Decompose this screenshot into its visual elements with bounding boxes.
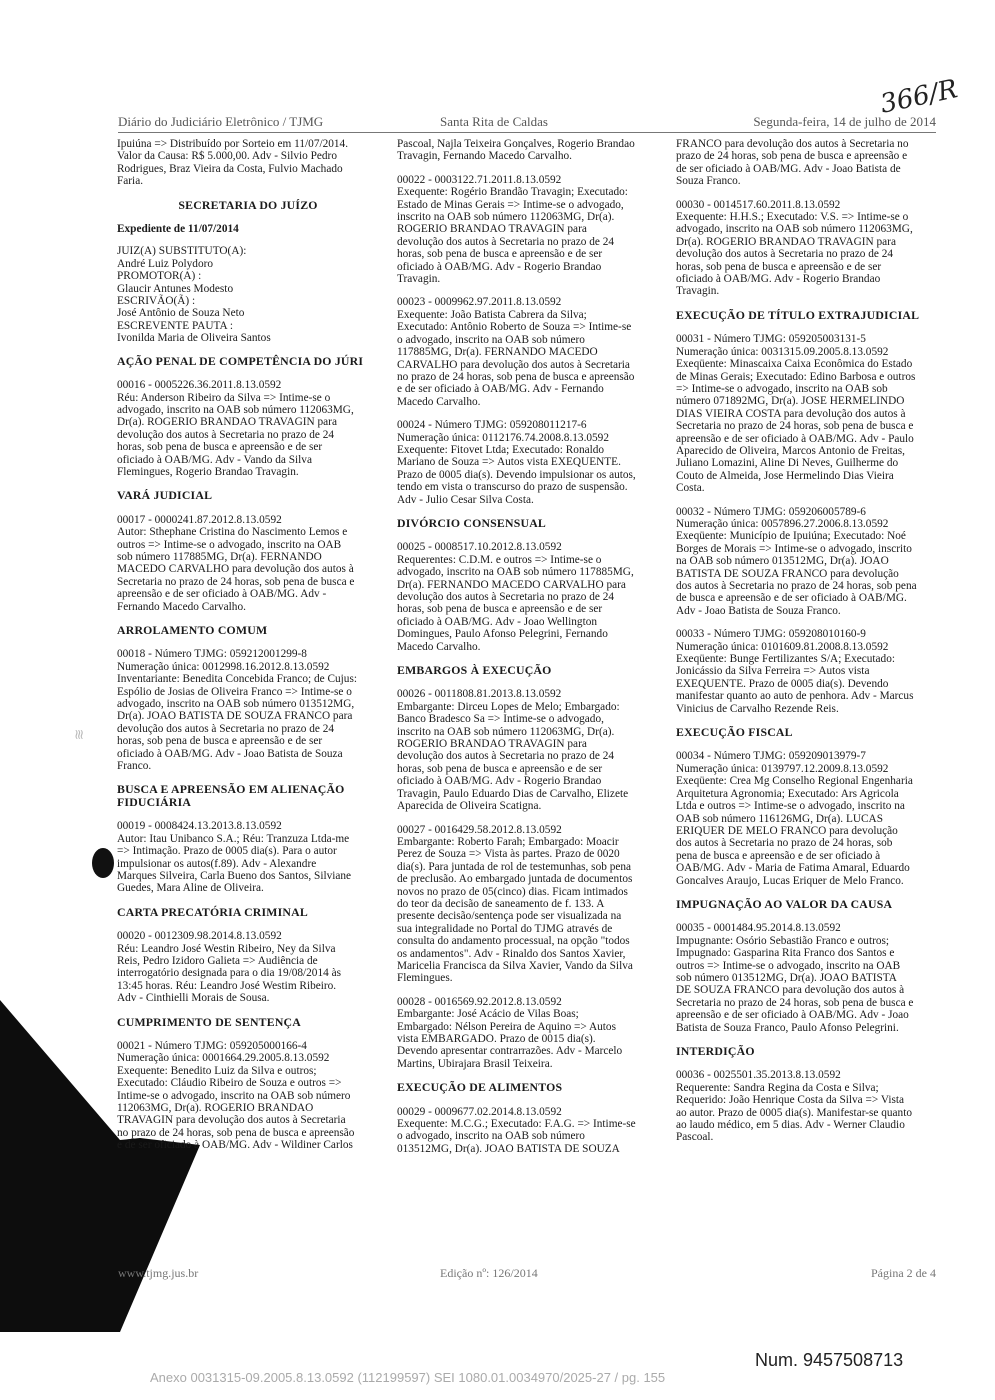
text-line: ERIQUER DE MELO FRANCO para devolução [676,824,898,837]
text-line: sob número 013512MG, Dr(a). JOAO BATISTA [676,971,897,984]
text-line: os andamentos". Adv - Rinaldo dos Santos Xavier, [397,947,626,960]
text-line: Requerentes: C.D.M. e outros => Intime-se o [397,553,602,566]
text-line: interrogatório designada para o dia 19/08/2014 às [117,967,341,980]
text-line: Vinicius de Carvalho Rezende Reis. [676,702,839,715]
text-line: Réu: Leandro José Westin Ribeiro, Ney da Silva [117,942,336,955]
case-entry [676,1069,938,1143]
handwritten-page-number: 366/R [877,74,961,120]
text-line: Goncalves Araujo, Lucas Eriquer de Melo Franco. [676,874,904,887]
text-line: Numeração única: 0101609.81.2008.8.13.0592 [676,640,889,653]
text-line: apreensão e de ser oficiado à OAB/MG. Adv - Joao [676,1009,909,1022]
text-line: do teor da decisão de saneamento de f. 133. A [397,897,605,910]
text-line: oficiado à OAB/MG. Adv - Rogerio Brandao [397,260,602,273]
text-line: advogado, inscrito na OAB sob número 117885MG, [397,566,634,579]
text-line: FRANCO para devolução dos autos à Secretaria no [676,138,909,150]
section-title: ARROLAMENTO COMUM [117,623,268,637]
text-line: 00024 - Número TJMG: 059208011217-6 [397,419,587,432]
ink-blot [92,848,114,878]
page-header [118,114,936,133]
text-line: Embargante: José Acácio de Vilas Boas; [397,1008,579,1021]
text-line: 00035 - 0001484.95.2014.8.13.0592 [676,922,841,935]
text-line: horas, sob pena de busca e apreensão e de ser [397,248,603,261]
text-line: Numeração única: 0112176.74.2008.8.13.0592 [397,431,609,444]
text-line: Costa. [676,482,705,495]
text-line: devolução dos autos à Secretaria no prazo de 24 [117,428,335,441]
page-footer [118,1266,936,1282]
document-number: Num. 9457508713 [755,1350,904,1370]
case-entry [676,199,938,298]
text-line: de ser oficiado à OAB/MG. Adv - Joao Batista de [676,162,901,175]
text-line: Executado: Cláudio Ribeiro de Souza e outros => [117,1077,342,1090]
text-line: 00031 - Número TJMG: 059205003131-5 [676,333,866,346]
text-line: André Luiz Polydoro [117,257,214,270]
footer-website: www.tjmg.jus.br [118,1266,199,1280]
text-line: Pascoal. [676,1131,714,1144]
text-line: 00021 - Número TJMG: 059205000166-4 [117,1039,307,1052]
text-line: devolução dos autos à Secretaria no prazo de 24 [117,722,335,735]
case-entry [117,930,379,1004]
text-line: Embargante: Dirceu Lopes de Melo; Embargado: [397,700,620,713]
text-line: Requerido: João Henrique Costa da Silva => Vista [676,1094,905,1107]
text-line: Franco. [117,760,152,773]
text-line: horas, sob pena de busca e apreensão e de ser [117,441,323,454]
text-line: Travagin, Paulo Eduardo Dias de Carvalho, Elizete [397,787,629,800]
text-line: tendo em vista o transcurso do prazo de suspensão. [397,481,628,494]
case-entry [397,541,659,653]
text-line: devolução dos autos à Secretaria no prazo de 24 [397,235,615,248]
text-line: outros => Intime-se o advogado, inscrito na OAB [117,538,342,551]
text-line: Embargante: Roberto Farah; Embargado: Moacir [397,835,619,848]
text-line: Adv - Cinthielli Morais de Sousa. [117,992,270,1005]
text-line: Impugnante: Osório Sebastião Franco e outros; [676,934,890,947]
publication-date: Segunda-feira, 14 de julho de 2014 [753,114,936,129]
text-line: ESCRIVÃO(Ã) : [117,295,196,308]
text-line: dos autos à Secretaria no prazo de 24 horas, sob pena [676,580,917,592]
text-line: Juliano Lomazini, Aline Di Neves, Guilherme do [676,457,899,470]
text-line: advogado, inscrito na OAB sob número 112063MG, [117,403,354,416]
text-line: inscrito na OAB sob número 112063MG, Dr(a). [397,725,615,738]
text-line: Secretaria no prazo de 24 horas, sob pena de busca e [676,996,914,1009]
text-line: Arquitetura Agronomia; Executado: Ars Agricola [676,787,899,800]
text-line: TRAVAGIN para devolução dos autos à Secretaria [117,1114,346,1127]
text-line: na OAB sob número 013512MG, Dr(a). JOAO [676,555,889,568]
column-3 [676,138,938,1155]
text-line: 00028 - 0016569.92.2012.8.13.0592 [397,995,562,1008]
text-line: DIAS VIEIRA COSTA para devolução dos autos à [676,407,906,420]
text-line: Marques Silveira, Carla Bueno dos Santos, Silviane [117,869,352,882]
text-line: Exequente: Rogério Brandão Travagin; Executado: [397,186,628,199]
text-line: Numeração única: 0012998.16.2012.8.13.0592 [117,660,330,673]
case-entry [117,379,379,478]
text-line: Exeqüente: Município de Ipuiúna; Executado: Noé [676,530,906,543]
section-title: VARÁ JUDICIAL [117,488,213,503]
text-line: 00025 - 0008517.10.2012.8.13.0592 [397,541,562,554]
text-line: 00022 - 0003122.71.2011.8.13.0592 [397,173,562,186]
text-line: Travagin. [676,285,720,298]
text-line: dia(s). Para juntada de rol de testemunhas, sob pena [397,860,632,873]
text-line: Valor da Causa: R$ 5.000,00. Adv - Silvio Pedro [117,150,337,163]
text-line: 00018 - Número TJMG: 059212001299-8 [117,648,307,661]
text-line: Inventariante: Benedita Concebida Franco; de Cujus: [117,673,357,686]
case-entry [676,333,938,494]
text-line: Dr(a). JOAO BATISTA DE SOUZA FRANCO para [117,710,353,723]
expediente-date: Expediente de 11/07/2014 [117,223,239,236]
text-line: o advogado, inscrito na OAB sob número [397,333,585,346]
text-line: de Minas Gerais; Executado: Edino Barbosa e outros [676,370,916,383]
case-entry [397,419,659,506]
case-entry [676,750,938,886]
case-entry [397,296,659,408]
text-line: Perez de Souza => Vista às partes. Prazo de 0020 [397,848,620,861]
text-line: Exequente: João Batista Cabrera da Silva; [397,308,587,321]
text-line: Espólio de Josias de Oliveira Franco => Intime-se o [117,685,352,698]
case-entry [397,824,659,985]
text-line: Intime-se o advogado, inscrito na OAB sob número [117,1089,351,1102]
text-line: 00034 - Número TJMG: 059209013979-7 [676,750,866,763]
text-line: Numeração única: 0031315.09.2005.8.13.0592 [676,345,889,358]
text-line: 00017 - 0000241.87.2012.8.13.0592 [117,513,282,526]
annex-reference: Anexo 0031315-09.2005.8.13.0592 (112199597) SEI 1080.01.0034970/2025-27 / pg. 155 [150,1370,666,1385]
staff-list [117,245,379,344]
text-line: ESCREVENTE PAUTA : [117,319,234,332]
text-line: Fernando Macedo Carvalho. [117,600,246,613]
case-entry [676,628,938,715]
text-line: 00029 - 0009677.02.2014.8.13.0592 [397,1105,562,1118]
case-entry [117,820,379,894]
secretaria-title: SECRETARIA DO JUÍZO [178,197,318,212]
text-line: Banco Bradesco Sa => Intime-se o advogado, [397,713,604,726]
case-entry [397,996,659,1070]
section-title: CUMPRIMENTO DE SENTENÇA [117,1014,301,1029]
intro-entry [117,138,379,188]
section-title: EMBARGOS À EXECUÇÃO [397,663,552,678]
text-line: Dr(a). ROGERIO BRANDAO TRAVAGIN para [676,235,896,248]
text-line: prazo de 24 horas, sob pena de busca e apreensão e [676,150,908,163]
text-line: Autor: Sthephane Cristina do Nascimento Lemos e [117,526,348,539]
text-line: Prazo de 0005 dia(s). Devendo impulsionar os autos, [397,468,636,481]
text-line: devolução dos autos à Secretaria no prazo de 24 [676,248,894,261]
text-line: Impugnado: Gasparina Rita Franco dos Santos e [676,947,895,960]
text-line: 117885MG, Dr(a). FERNANDO MACEDO [397,346,598,359]
text-line: horas, sob pena de busca e apreensão e de ser [117,735,323,748]
text-line: 00020 - 0012309.98.2014.8.13.0592 [117,930,282,943]
text-line: Ivonilda Maria de Oliveira Santos [117,332,271,345]
text-line: Numeração única: 0139797.12.2009.8.13.0592 [676,762,889,775]
text-line: pena de busca e apreensão e de ser oficiado à [676,849,881,862]
section-title: BUSCA E APREENSÃO EM ALIENAÇÃO FIDUCIÁRIA [117,782,345,809]
text-line: Exequente: Benedito Luiz da Silva e outros; [117,1064,317,1077]
text-line: consulta do andamento processual, na opção "todos [397,935,630,948]
text-line: => Intimação. Prazo de 0005 dia(s). Para o autor [117,845,337,858]
text-line: horas, sob pena de busca e apreensão e de ser [397,762,603,775]
text-line: no prazo de 24 horas, sob pena de busca e apreensão [397,370,635,383]
text-line: Jonicássio da Silva Ferreira => Autos vista [676,665,870,678]
text-line: novos no prazo de 05(cinco) dias. Ficam intimados [397,885,628,898]
text-line: Exequente: H.H.S.; Executado: V.S. => Intime-se o [676,211,909,224]
text-line: Exeqüente: Minascaixa Caixa Econômica do Estado [676,358,913,371]
text-line: Autor: Itau Unibanco S.A.; Réu: Tranzuza Ltda-me [117,832,350,845]
text-line: vista EMBARGADO. Prazo de 0015 dia(s). [397,1033,596,1045]
text-line: impulsionar os autos(f.89). Adv - Alexandre [117,857,317,870]
text-line: apreensão e de ser oficiado à OAB/MG. Adv - [117,588,327,601]
text-line: Travagin, Fernando Macedo Carvalho. [397,150,572,163]
text-line: advogado, inscrito na OAB sob número 112063MG, [676,223,913,236]
text-line: Souza Franco. [676,175,741,188]
section-title: EXECUÇÃO DE ALIMENTOS [397,1080,563,1095]
text-line: ao laudo médico, em 5 dias. Adv - Werner Claudio [676,1119,905,1132]
text-line: OAB/MG. Adv - Maria de Fatima Amaral, Eduardo [676,862,910,875]
case-entry-continued [397,138,659,163]
text-line: CARVALHO para devolução dos autos à Secretaria [397,358,630,371]
text-line: Dr(a). ROGERIO BRANDAO TRAVAGIN para [117,416,337,429]
section-title: EXECUÇÃO FISCAL [676,725,793,740]
court-location: Santa Rita de Caldas [440,114,548,129]
text-line: Executado: Antônio Roberto de Souza => Intime-se [397,321,632,334]
text-line: Couto de Almeida, Jose Hermelindo Dias Vieira [676,469,894,482]
text-line: Exeqüente: Crea Mg Conselho Regional Engenharia [676,775,913,788]
text-line: Mariano de Souza => Autos vista EXEQUENTE. [397,456,621,469]
text-line: Flemingues. [397,972,453,985]
section-title: DIVÓRCIO CONSENSUAL [397,515,546,530]
text-line: o advogado, inscrito na OAB sob número [397,1130,585,1143]
text-line: Rodrigues, Braz Vieira da Costa, Fulvio Machado [117,162,343,175]
case-entry [397,174,659,286]
case-entry [117,1040,379,1152]
text-line: 112063MG, Dr(a). ROGERIO BRANDAO [117,1102,314,1114]
text-line: de preclusão. Ao embargado juntada de documentos [397,873,633,886]
text-line: Aparecida de Oliveira Scatigna. [397,800,542,813]
footer-edition: Edição nº: 126/2014 [440,1266,538,1280]
text-line: 00027 - 0016429.58.2012.8.13.0592 [397,823,562,836]
text-line: Martins, Ubirajara Brasil Teixeira. [397,1057,553,1070]
text-line: e de ser oficiado à OAB/MG. Adv - Wildiner Carlos [117,1139,353,1152]
text-line: Adv - Julio Cesar Silva Costa. [397,493,534,506]
text-line: Glaucir Antunes Modesto [117,282,234,295]
text-line: oficiado à OAB/MG. Adv - Rogerio Brandao [397,775,602,788]
text-line: Pascoal, Najla Teixeira Gonçalves, Rogerio Brandao [397,138,635,150]
text-line: Secretaria no prazo de 24 horas, sob pena de busca e [676,420,914,433]
text-line: horas, sob pena de busca e apreensão e de ser [676,260,882,273]
text-line: Guedes, Mara Aline de Oliveira. [117,882,264,895]
text-line: Adv - Joao Batista de Souza Franco. [676,604,841,617]
text-line: 00030 - 0014517.60.2011.8.13.0592 [676,198,841,211]
text-line: Exeqüente: Bunge Fertilizantes S/A; Executado: [676,653,895,666]
text-line: Secretaria no prazo de 24 horas, sob pena de busca e [117,575,355,588]
text-line: devolução dos autos à Secretaria no prazo de 24 [397,591,615,603]
text-line: 13:45 horas. Réu: Leandro José Westim Ribeiro. [117,979,337,992]
column-2 [397,138,659,1166]
text-line: 00033 - Número TJMG: 059208010160-9 [676,628,866,641]
text-line: presente decisão/sentença pode ser visualizada na [397,910,622,923]
footer-page-number: Página 2 de 4 [871,1266,936,1280]
case-entry [676,922,938,1034]
text-line: Réu: Anderson Ribeiro da Silva => Intime-se o [117,391,331,404]
text-line: Numeração única: 0057896.27.2006.8.13.0592 [676,517,889,530]
text-line: OAB sob número 116126MG, Dr(a). LUCAS [676,812,883,825]
text-line: de busca e apreensão e de ser oficiado à OAB/MG. [676,592,907,605]
case-entry [397,688,659,812]
text-line: advogado, inscrito na OAB sob número 013512MG, [117,698,355,711]
text-line: JUIZ(A) SUBSTITUTO(A): [117,245,247,258]
text-line: Requerente: Sandra Regina da Costa e Silva; [676,1081,879,1094]
text-line: Flemingues, Rogerio Brandao Travagin. [117,465,299,478]
text-line: Exequente: M.C.G.; Executado: F.A.G. => Intime-se [397,1118,636,1131]
text-line: outros => Intime-se o advogado, inscrito na OAB [676,959,901,972]
text-line: PROMOTOR(A) : [117,270,202,283]
text-line: Reis, Pedro Izidoro Galieta => Audiência de [117,954,318,967]
section-title: EXECUÇÃO DE TÍTULO EXTRAJUDICIAL [676,307,920,322]
section-title: INTERDIÇÃO [676,1044,755,1058]
journal-title: Diário do Judiciário Eletrônico / TJMG [118,114,324,129]
text-line: Travagin. [397,273,441,286]
section-title: IMPUGNAÇÃO AO VALOR DA CAUSA [676,896,893,911]
case-entry [117,514,379,613]
text-line: ao autor. Prazo de 0005 dia(s). Manifestar-se quanto [676,1106,912,1119]
text-line: ROGERIO BRANDAO TRAVAGIN para [397,738,587,751]
text-line: oficiado à OAB/MG. Adv - Joao Batista de Souza [117,747,343,760]
text-line: horas, sob pena de busca e apreensão e de ser [397,603,603,616]
text-line: Macedo Carvalho. [397,640,481,653]
text-line: Ltda e outros => Intime-se o advogado, inscrito na [676,800,905,813]
text-line: 013512MG, Dr(a). JOAO BATISTA DE SOUZA [397,1142,620,1155]
text-line: José Antônio de Souza Neto [117,307,245,320]
text-line: e de ser oficiado à OAB/MG. Adv - Fernando [397,383,604,396]
column-1 [117,138,379,1163]
text-line: 00016 - 0005226.36.2011.8.13.0592 [117,379,282,392]
text-line: Batista de Souza Franco, Paulo Afonso Pelegrini. [676,1021,899,1034]
text-line: número 071892MG, Dr(a). JOSE HERMELINDO [676,395,905,408]
text-line: 00026 - 0011808.81.2013.8.13.0592 [397,688,562,701]
text-line: apreensão e de ser oficiado à OAB/MG. Adv - Paulo [676,432,914,445]
section-title: CARTA PRECATÓRIA CRIMINAL [117,904,308,919]
text-line: Domingues, Paulo Afonso Pelegrini, Fernando [397,628,608,641]
text-line: oficiado à OAB/MG. Adv - Joao Wellington [397,615,598,628]
text-line: MACEDO CARVALHO para devolução dos autos à [117,563,354,576]
text-line: Dr(a). FERNANDO MACEDO CARVALHO para [397,578,626,591]
case-entry [397,1106,659,1156]
margin-mark: ≋ [70,728,86,741]
text-line: oficiado à OAB/MG. Adv - Vando da Silva [117,453,312,466]
text-line: BATISTA DE SOUZA FRANCO para devolução [676,567,899,580]
text-line: 00023 - 0009962.97.2011.8.13.0592 [397,296,562,309]
text-line: oficiado à OAB/MG. Adv - Rogerio Brandao [676,273,881,286]
text-line: Faria. [117,175,144,188]
text-line: => Intime-se o advogado, inscrito na OAB sob [676,382,888,395]
text-line: no prazo de 24 horas, sob pena de busca e apreensão [117,1126,355,1139]
case-entry [117,648,379,772]
text-line: DE SOUZA FRANCO para devolução dos autos à [676,984,905,997]
text-line: Exequente: Fitovet Ltda; Executado: Ronaldo [397,443,605,456]
text-line: ROGERIO BRANDAO TRAVAGIN para [397,223,587,236]
text-line: manifestar quanto ao auto de penhora. Adv - Marcus [676,690,914,703]
text-line: Borges de Morais => Intime-se o advogado, inscrito [676,542,912,555]
text-line: Numeração única: 0001664.29.2005.8.13.0592 [117,1052,330,1065]
case-entry-continued [676,138,938,188]
text-line: dos autos à Secretaria no prazo de 24 horas, sob [676,837,893,850]
text-line: Estado de Minas Gerais => Intime-se o advogado, [397,198,624,211]
text-line: Ipuiúna => Distribuído por Sorteio em 11/07/2014. [117,138,349,150]
text-line: 00019 - 0008424.13.2013.8.13.0592 [117,820,282,833]
text-line: devolução dos autos à Secretaria no prazo de 24 [397,750,615,763]
case-entry [676,506,938,618]
text-line: Macedo Carvalho. [397,395,481,408]
text-line: Embargado: Nélson Pereira de Aquino => Autos [397,1020,616,1033]
section-title: AÇÃO PENAL DE COMPETÊNCIA DO JÚRI [117,353,364,368]
text-line: 00032 - Número TJMG: 059206005789-6 [676,505,866,518]
text-line: sua integralidade no Portal do TJMG através de [397,922,613,935]
text-line: Devendo apresentar contrarrazões. Adv - Marcelo [397,1045,623,1058]
text-line: Maricelia Francisca da Silva Xavier, Vando da Silva [397,959,633,972]
text-line: sob número 117885MG, Dr(a). FERNANDO [117,550,322,563]
text-line: EXEQUENTE. Prazo de 0005 dia(s). Devendo [676,677,889,690]
text-line: inscrito na OAB sob número 112063MG, Dr(a). [397,211,615,224]
text-line: 00036 - 0025501.35.2013.8.13.0592 [676,1069,841,1082]
text-line: Aparecido de Oliveira, Marcos Antonio de Freitas, [676,444,906,457]
